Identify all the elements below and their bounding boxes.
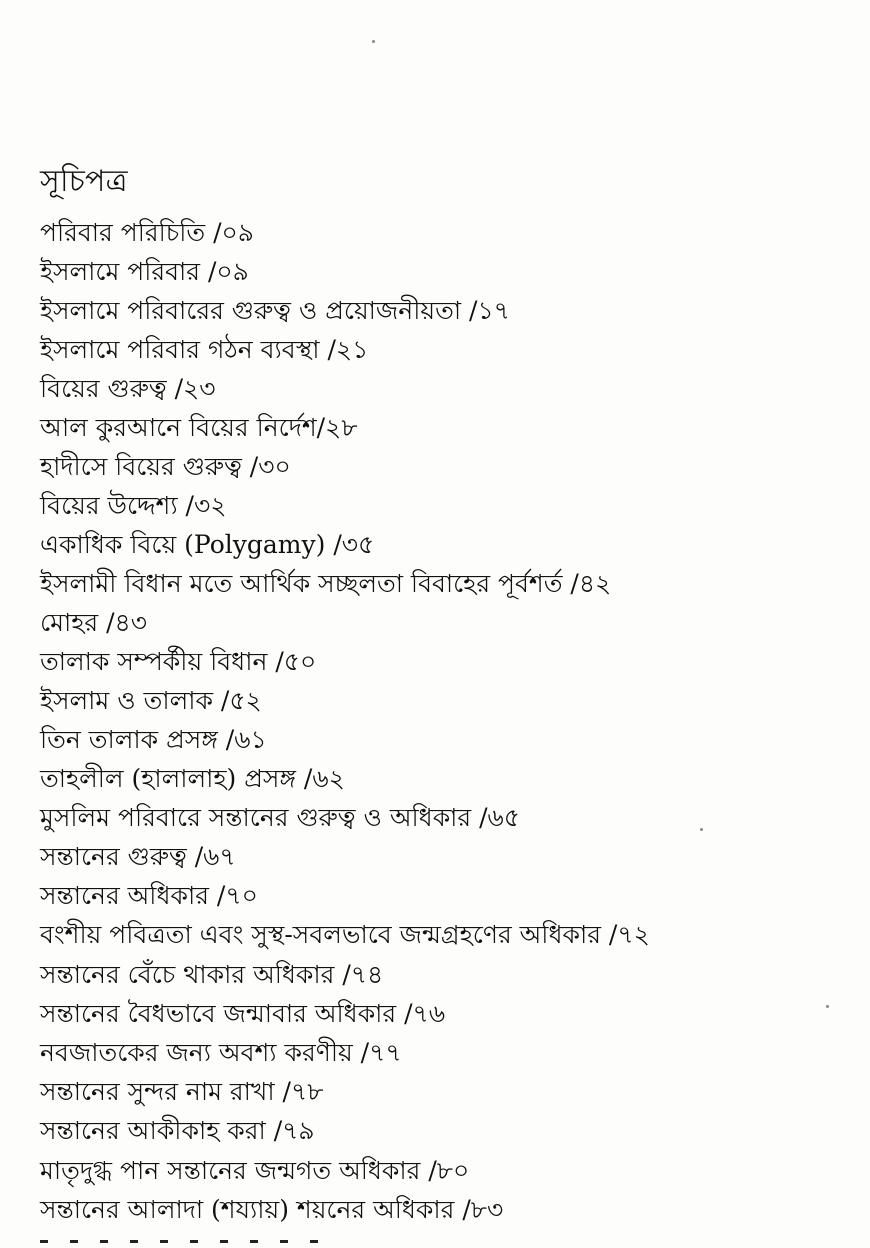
toc-entry: তিন তালাক প্রসঙ্গ /৬১ (40, 725, 267, 754)
paper-speck (372, 40, 375, 43)
toc-entry: নবজাতকের জন্য অবশ্য করণীয় /৭৭ (40, 1037, 402, 1067)
toc-entry: ইসলামে পরিবার গঠন ব্যবস্থা /২১ (40, 335, 369, 364)
toc-entry: সন্তানের আকীকাহ করা /৭৯ (40, 1116, 315, 1146)
paper-speck (826, 1005, 829, 1008)
toc-entry: মাতৃদুগ্ধ পান সন্তানের জন্মগত অধিকার /৮০ (40, 1155, 470, 1185)
toc-entry: মোহর /৪৩ (40, 608, 148, 637)
toc-entry: বংশীয় পবিত্রতা এবং সুস্থ-সবলভাবে জন্মগ্রহণের অধিকার /৭২ (40, 920, 650, 950)
toc-entry: সন্তানের আলাদা (শয্যায়) শয়নের অধিকার /৮৩ (40, 1194, 504, 1224)
toc-list (40, 213, 840, 1229)
toc-entry: পরিবার পরিচিতি /০৯ (40, 218, 255, 247)
toc-entry: ইসলাম ও তালাক /৫২ (40, 686, 262, 715)
paper-speck (700, 828, 703, 831)
toc-heading: সূচিপত্র (40, 164, 128, 199)
toc-entry: ইসলামী বিধান মতে আর্থিক সচ্ছলতা বিবাহের পূর্বশর্ত /৪২ (40, 569, 612, 598)
toc-entry: সন্তানের গুরুত্ব /৬৭ (40, 842, 236, 871)
toc-entry: তাহলীল (হালালাহ) প্রসঙ্গ /৬২ (40, 764, 345, 793)
toc-entry: তালাক সম্পর্কীয় বিধান /৫০ (40, 647, 317, 676)
toc-entry: সন্তানের বেঁচে থাকার অধিকার /৭৪ (40, 959, 384, 989)
cropped-next-line (40, 1238, 340, 1248)
toc-entry: ইসলামে পরিবার /০৯ (40, 257, 249, 286)
toc-entry: ইসলামে পরিবারের গুরুত্ব ও প্রয়োজনীয়তা /১৭ (40, 296, 510, 325)
toc-entry: বিয়ের গুরুত্ব /২৩ (40, 374, 216, 403)
toc-entry: বিয়ের উদ্দেশ্য /৩২ (40, 491, 227, 520)
toc-entry: আল কুরআনে বিয়ের নির্দেশ/২৮ (40, 413, 358, 442)
toc-entry: হাদীসে বিয়ের গুরুত্ব /৩০ (40, 452, 291, 481)
toc-entry: মুসলিম পরিবারে সন্তানের গুরুত্ব ও অধিকার /৬৫ (40, 803, 521, 832)
toc-entry: একাধিক বিয়ে (Polygamy) /৩৫ (40, 530, 375, 559)
toc-entry: সন্তানের অধিকার /৭০ (40, 881, 258, 911)
toc-entry: সন্তানের বৈধভাবে জন্মাবার অধিকার /৭৬ (40, 998, 446, 1028)
toc-entry: সন্তানের সুন্দর নাম রাখা /৭৮ (40, 1077, 324, 1107)
